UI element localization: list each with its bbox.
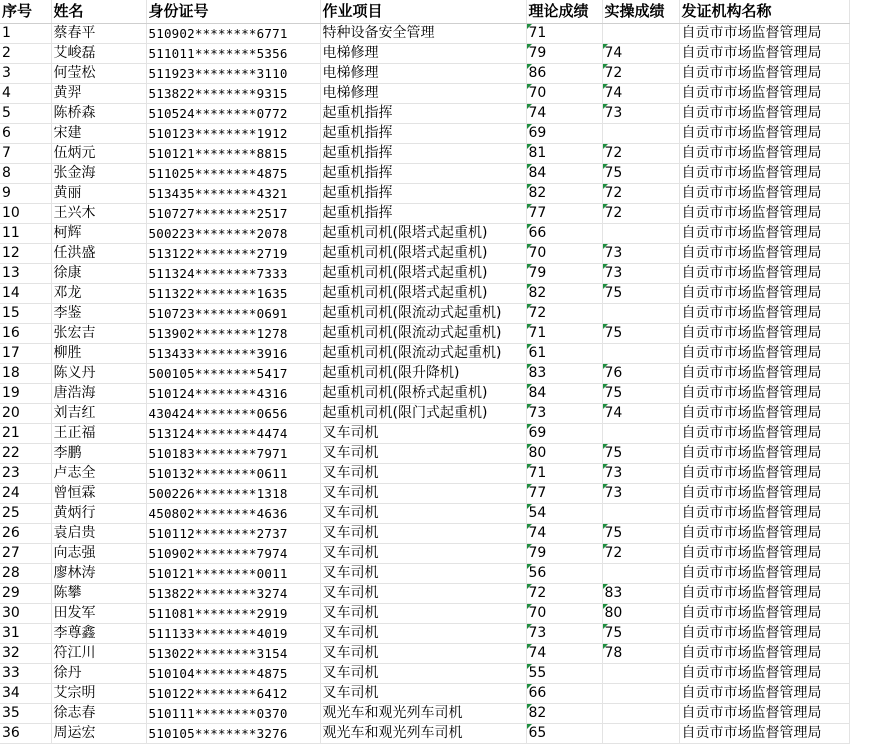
cell-practical-score[interactable] (602, 24, 679, 44)
cell-id-number[interactable]: 510121********0011 (146, 564, 320, 584)
cell-practical-score[interactable] (602, 684, 679, 704)
cell-index[interactable]: 22 (0, 444, 51, 464)
cell-id-number[interactable]: 510123********1912 (146, 124, 320, 144)
cell-operation-item[interactable]: 起重机司机(限流动式起重机) (320, 324, 526, 344)
cell-issuing-authority[interactable]: 自贡市市场监督管理局 (679, 584, 849, 604)
table-row (0, 24, 849, 44)
cell-theory-score[interactable]: 70 (526, 84, 602, 104)
cell-index[interactable]: 25 (0, 504, 51, 524)
cell-practical-score[interactable]: 72 (602, 144, 679, 164)
cell-id-number[interactable]: 513022********3154 (146, 644, 320, 664)
cell-name[interactable]: 廖林涛 (51, 564, 146, 584)
cell-practical-score[interactable]: 75 (602, 384, 679, 404)
table-row (0, 364, 849, 384)
cell-name[interactable]: 田发军 (51, 604, 146, 624)
cell-name[interactable]: 黄羿 (51, 84, 146, 104)
cell-issuing-authority[interactable]: 自贡市市场监督管理局 (679, 484, 849, 504)
cell-theory-score[interactable]: 83 (526, 364, 602, 384)
cell-index[interactable]: 1 (0, 24, 51, 44)
cell-operation-item[interactable]: 起重机指挥 (320, 104, 526, 124)
cell-issuing-authority[interactable]: 自贡市市场监督管理局 (679, 704, 849, 724)
cell-theory-score[interactable]: 86 (526, 64, 602, 84)
cell-operation-item[interactable]: 观光车和观光列车司机 (320, 724, 526, 744)
cell-practical-score[interactable]: 72 (602, 184, 679, 204)
cell-index[interactable]: 26 (0, 524, 51, 544)
cell-theory-score[interactable]: 77 (526, 204, 602, 224)
cell-practical-score[interactable] (602, 224, 679, 244)
cell-practical-score[interactable] (602, 424, 679, 444)
cell-name[interactable]: 向志强 (51, 544, 146, 564)
cell-issuing-authority[interactable]: 自贡市市场监督管理局 (679, 624, 849, 644)
cell-practical-score[interactable] (602, 724, 679, 744)
cell-id-number[interactable]: 500226********1318 (146, 484, 320, 504)
cell-id-number[interactable]: 510104********4875 (146, 664, 320, 684)
cell-issuing-authority[interactable]: 自贡市市场监督管理局 (679, 44, 849, 64)
table-row (0, 624, 849, 644)
cell-issuing-authority[interactable]: 自贡市市场监督管理局 (679, 604, 849, 624)
cell-index[interactable]: 23 (0, 464, 51, 484)
cell-practical-score[interactable]: 74 (602, 84, 679, 104)
cell-operation-item[interactable]: 叉车司机 (320, 424, 526, 444)
cell-operation-item[interactable]: 起重机司机(限塔式起重机) (320, 224, 526, 244)
cell-index[interactable]: 20 (0, 404, 51, 424)
cell-id-number[interactable]: 513122********2719 (146, 244, 320, 264)
cell-practical-score[interactable] (602, 664, 679, 684)
cell-operation-item[interactable]: 叉车司机 (320, 584, 526, 604)
table-row (0, 64, 849, 84)
cell-operation-item[interactable]: 起重机司机(限塔式起重机) (320, 264, 526, 284)
cell-name[interactable]: 何莹松 (51, 64, 146, 84)
cell-name[interactable]: 徐丹 (51, 664, 146, 684)
header-cell-index[interactable]: 序号 (0, 0, 51, 24)
cell-practical-score[interactable]: 73 (602, 484, 679, 504)
table-row (0, 684, 849, 704)
cell-operation-item[interactable]: 叉车司机 (320, 624, 526, 644)
cell-operation-item[interactable]: 起重机指挥 (320, 164, 526, 184)
cell-practical-score[interactable]: 72 (602, 204, 679, 224)
cell-name[interactable]: 张宏吉 (51, 324, 146, 344)
cell-index[interactable]: 21 (0, 424, 51, 444)
cell-id-number[interactable]: 513124********4474 (146, 424, 320, 444)
cell-index[interactable]: 3 (0, 64, 51, 84)
cell-theory-score[interactable]: 84 (526, 384, 602, 404)
cell-name[interactable]: 李鉴 (51, 304, 146, 324)
cell-index[interactable]: 6 (0, 124, 51, 144)
cell-theory-score[interactable]: 74 (526, 524, 602, 544)
cell-operation-item[interactable]: 电梯修理 (320, 44, 526, 64)
cell-index[interactable]: 33 (0, 664, 51, 684)
cell-operation-item[interactable]: 叉车司机 (320, 644, 526, 664)
cell-practical-score[interactable]: 74 (602, 44, 679, 64)
cell-name[interactable]: 李尊鑫 (51, 624, 146, 644)
cell-issuing-authority[interactable]: 自贡市市场监督管理局 (679, 284, 849, 304)
table-row (0, 264, 849, 284)
cell-practical-score[interactable]: 73 (602, 464, 679, 484)
cell-theory-score[interactable]: 65 (526, 724, 602, 744)
cell-issuing-authority[interactable]: 自贡市市场监督管理局 (679, 144, 849, 164)
cell-id-number[interactable]: 510524********0772 (146, 104, 320, 124)
cell-index[interactable]: 9 (0, 184, 51, 204)
cell-operation-item[interactable]: 叉车司机 (320, 564, 526, 584)
cell-practical-score[interactable]: 75 (602, 524, 679, 544)
cell-theory-score[interactable]: 82 (526, 184, 602, 204)
table-row (0, 224, 849, 244)
cell-operation-item[interactable]: 起重机司机(限塔式起重机) (320, 244, 526, 264)
table-row (0, 664, 849, 684)
cell-index[interactable]: 15 (0, 304, 51, 324)
cell-index[interactable]: 30 (0, 604, 51, 624)
cell-index[interactable]: 14 (0, 284, 51, 304)
cell-id-number[interactable]: 513822********3274 (146, 584, 320, 604)
table-row (0, 204, 849, 224)
cell-name[interactable]: 艾峻磊 (51, 44, 146, 64)
cell-issuing-authority[interactable]: 自贡市市场监督管理局 (679, 64, 849, 84)
cell-practical-score[interactable]: 72 (602, 544, 679, 564)
cell-theory-score[interactable]: 80 (526, 444, 602, 464)
cell-id-number[interactable]: 510183********7971 (146, 444, 320, 464)
table-row (0, 444, 849, 464)
cell-name[interactable]: 陈桥森 (51, 104, 146, 124)
table-row (0, 304, 849, 324)
cell-id-number[interactable]: 510121********8815 (146, 144, 320, 164)
cell-operation-item[interactable]: 起重机司机(限桥式起重机) (320, 384, 526, 404)
header-cell-issuing-authority[interactable]: 发证机构名称 (679, 0, 849, 24)
table-row (0, 484, 849, 504)
cell-id-number[interactable]: 511025********4875 (146, 164, 320, 184)
cell-issuing-authority[interactable]: 自贡市市场监督管理局 (679, 504, 849, 524)
cell-id-number[interactable]: 510111********0370 (146, 704, 320, 724)
cell-name[interactable]: 任洪盛 (51, 244, 146, 264)
cell-index[interactable]: 35 (0, 704, 51, 724)
cell-theory-score[interactable]: 73 (526, 404, 602, 424)
cell-index[interactable]: 27 (0, 544, 51, 564)
cell-name[interactable]: 王正福 (51, 424, 146, 444)
cell-issuing-authority[interactable]: 自贡市市场监督管理局 (679, 204, 849, 224)
cell-operation-item[interactable]: 电梯修理 (320, 64, 526, 84)
cell-theory-score[interactable]: 66 (526, 684, 602, 704)
cell-operation-item[interactable]: 叉车司机 (320, 524, 526, 544)
cell-issuing-authority[interactable]: 自贡市市场监督管理局 (679, 384, 849, 404)
cell-operation-item[interactable]: 起重机司机(限塔式起重机) (320, 284, 526, 304)
cell-practical-score[interactable]: 76 (602, 364, 679, 384)
cell-name[interactable]: 张金海 (51, 164, 146, 184)
cell-practical-score[interactable] (602, 504, 679, 524)
cell-issuing-authority[interactable]: 自贡市市场监督管理局 (679, 684, 849, 704)
cell-issuing-authority[interactable]: 自贡市市场监督管理局 (679, 424, 849, 444)
cell-issuing-authority[interactable]: 自贡市市场监督管理局 (679, 464, 849, 484)
cell-issuing-authority[interactable]: 自贡市市场监督管理局 (679, 664, 849, 684)
cell-operation-item[interactable]: 叉车司机 (320, 444, 526, 464)
table-row (0, 104, 849, 124)
cell-name[interactable]: 蔡春平 (51, 24, 146, 44)
cell-theory-score[interactable]: 69 (526, 424, 602, 444)
cell-name[interactable]: 符江川 (51, 644, 146, 664)
cell-index[interactable]: 5 (0, 104, 51, 124)
cell-operation-item[interactable]: 叉车司机 (320, 484, 526, 504)
cell-issuing-authority[interactable]: 自贡市市场监督管理局 (679, 304, 849, 324)
cell-practical-score[interactable] (602, 344, 679, 364)
cell-index[interactable]: 2 (0, 44, 51, 64)
cell-issuing-authority[interactable]: 自贡市市场监督管理局 (679, 124, 849, 144)
cell-operation-item[interactable]: 叉车司机 (320, 464, 526, 484)
table-row (0, 424, 849, 444)
table-row (0, 604, 849, 624)
cell-theory-score[interactable]: 70 (526, 244, 602, 264)
cell-issuing-authority[interactable]: 自贡市市场监督管理局 (679, 724, 849, 744)
cell-name[interactable]: 卢志全 (51, 464, 146, 484)
cell-operation-item[interactable]: 特种设备安全管理 (320, 24, 526, 44)
cell-operation-item[interactable]: 起重机司机(限流动式起重机) (320, 304, 526, 324)
cell-name[interactable]: 宋建 (51, 124, 146, 144)
cell-index[interactable]: 32 (0, 644, 51, 664)
cell-name[interactable]: 伍炳元 (51, 144, 146, 164)
table-row (0, 404, 849, 424)
cell-issuing-authority[interactable]: 自贡市市场监督管理局 (679, 224, 849, 244)
cell-index[interactable]: 31 (0, 624, 51, 644)
cell-index[interactable]: 8 (0, 164, 51, 184)
cell-id-number[interactable]: 450802********4636 (146, 504, 320, 524)
cell-practical-score[interactable]: 75 (602, 444, 679, 464)
cell-issuing-authority[interactable]: 自贡市市场监督管理局 (679, 444, 849, 464)
cell-theory-score[interactable]: 79 (526, 264, 602, 284)
cell-practical-score[interactable]: 75 (602, 624, 679, 644)
cell-name[interactable]: 陈义丹 (51, 364, 146, 384)
cell-name[interactable]: 邓龙 (51, 284, 146, 304)
table-row (0, 44, 849, 64)
cell-issuing-authority[interactable]: 自贡市市场监督管理局 (679, 364, 849, 384)
table-row (0, 384, 849, 404)
cell-id-number[interactable]: 510723********0691 (146, 304, 320, 324)
cell-name[interactable]: 柳胜 (51, 344, 146, 364)
cell-name[interactable]: 唐浩海 (51, 384, 146, 404)
cell-id-number[interactable]: 510124********4316 (146, 384, 320, 404)
cell-theory-score[interactable]: 71 (526, 324, 602, 344)
cell-operation-item[interactable]: 起重机指挥 (320, 184, 526, 204)
cell-name[interactable]: 徐康 (51, 264, 146, 284)
cell-index[interactable]: 24 (0, 484, 51, 504)
cell-theory-score[interactable]: 71 (526, 464, 602, 484)
cell-issuing-authority[interactable]: 自贡市市场监督管理局 (679, 544, 849, 564)
cell-theory-score[interactable]: 73 (526, 624, 602, 644)
cell-id-number[interactable]: 510112********2737 (146, 524, 320, 544)
cell-issuing-authority[interactable]: 自贡市市场监督管理局 (679, 244, 849, 264)
table-row (0, 544, 849, 564)
cell-operation-item[interactable]: 叉车司机 (320, 544, 526, 564)
cell-practical-score[interactable] (602, 124, 679, 144)
cell-name[interactable]: 袁启贵 (51, 524, 146, 544)
header-cell-name[interactable]: 姓名 (51, 0, 146, 24)
cell-id-number[interactable]: 510105********3276 (146, 724, 320, 744)
table-row (0, 704, 849, 724)
table-row (0, 124, 849, 144)
cell-name[interactable]: 王兴木 (51, 204, 146, 224)
cell-practical-score[interactable]: 73 (602, 244, 679, 264)
cell-id-number[interactable]: 510132********0611 (146, 464, 320, 484)
cell-operation-item[interactable]: 叉车司机 (320, 684, 526, 704)
cell-id-number[interactable]: 513435********4321 (146, 184, 320, 204)
cell-theory-score[interactable]: 79 (526, 44, 602, 64)
cell-id-number[interactable]: 513902********1278 (146, 324, 320, 344)
cell-index[interactable]: 7 (0, 144, 51, 164)
header-cell-practical-score[interactable]: 实操成绩 (602, 0, 679, 24)
cell-id-number[interactable]: 500223********2078 (146, 224, 320, 244)
cell-index[interactable]: 11 (0, 224, 51, 244)
table-row (0, 644, 849, 664)
cell-id-number[interactable]: 511322********1635 (146, 284, 320, 304)
cell-operation-item[interactable]: 起重机司机(限流动式起重机) (320, 344, 526, 364)
cell-id-number[interactable]: 511923********3110 (146, 64, 320, 84)
cell-issuing-authority[interactable]: 自贡市市场监督管理局 (679, 644, 849, 664)
cell-operation-item[interactable]: 叉车司机 (320, 664, 526, 684)
cell-operation-item[interactable]: 起重机指挥 (320, 204, 526, 224)
cell-issuing-authority[interactable]: 自贡市市场监督管理局 (679, 264, 849, 284)
cell-theory-score[interactable]: 81 (526, 144, 602, 164)
cell-practical-score[interactable]: 75 (602, 164, 679, 184)
cell-id-number[interactable]: 510902********6771 (146, 24, 320, 44)
cell-issuing-authority[interactable]: 自贡市市场监督管理局 (679, 524, 849, 544)
cell-theory-score[interactable]: 71 (526, 24, 602, 44)
cell-theory-score[interactable]: 82 (526, 704, 602, 724)
cell-operation-item[interactable]: 起重机指挥 (320, 144, 526, 164)
cell-index[interactable]: 12 (0, 244, 51, 264)
cell-theory-score[interactable]: 74 (526, 104, 602, 124)
cell-id-number[interactable]: 511011********5356 (146, 44, 320, 64)
table-body (0, 24, 849, 744)
cell-issuing-authority[interactable]: 自贡市市场监督管理局 (679, 344, 849, 364)
cell-operation-item[interactable]: 起重机司机(限升降机) (320, 364, 526, 384)
cell-name[interactable]: 李鹏 (51, 444, 146, 464)
table-row (0, 564, 849, 584)
cell-issuing-authority[interactable]: 自贡市市场监督管理局 (679, 104, 849, 124)
cell-issuing-authority[interactable]: 自贡市市场监督管理局 (679, 324, 849, 344)
cell-practical-score[interactable]: 80 (602, 604, 679, 624)
table-row (0, 144, 849, 164)
cell-operation-item[interactable]: 叉车司机 (320, 504, 526, 524)
cell-name[interactable]: 刘吉红 (51, 404, 146, 424)
cell-id-number[interactable]: 511133********4019 (146, 624, 320, 644)
cell-issuing-authority[interactable]: 自贡市市场监督管理局 (679, 84, 849, 104)
cell-issuing-authority[interactable]: 自贡市市场监督管理局 (679, 404, 849, 424)
table-row (0, 324, 849, 344)
header-cell-id-number[interactable]: 身份证号 (146, 0, 320, 24)
cell-name[interactable]: 艾宗明 (51, 684, 146, 704)
cell-operation-item[interactable]: 观光车和观光列车司机 (320, 704, 526, 724)
cell-index[interactable]: 19 (0, 384, 51, 404)
cell-practical-score[interactable]: 75 (602, 324, 679, 344)
cell-issuing-authority[interactable]: 自贡市市场监督管理局 (679, 564, 849, 584)
cell-index[interactable]: 28 (0, 564, 51, 584)
cell-name[interactable]: 黄丽 (51, 184, 146, 204)
cell-id-number[interactable]: 511324********7333 (146, 264, 320, 284)
cell-practical-score[interactable]: 73 (602, 264, 679, 284)
cell-operation-item[interactable]: 叉车司机 (320, 604, 526, 624)
cell-theory-score[interactable]: 70 (526, 604, 602, 624)
cell-issuing-authority[interactable]: 自贡市市场监督管理局 (679, 24, 849, 44)
table-row (0, 724, 849, 744)
cell-index[interactable]: 10 (0, 204, 51, 224)
cell-issuing-authority[interactable]: 自贡市市场监督管理局 (679, 184, 849, 204)
cell-theory-score[interactable]: 72 (526, 584, 602, 604)
cell-name[interactable]: 曾恒霖 (51, 484, 146, 504)
cell-name[interactable]: 徐志春 (51, 704, 146, 724)
cell-operation-item[interactable]: 电梯修理 (320, 84, 526, 104)
cell-theory-score[interactable]: 69 (526, 124, 602, 144)
cell-practical-score[interactable] (602, 704, 679, 724)
cell-practical-score[interactable]: 75 (602, 284, 679, 304)
cell-theory-score[interactable]: 56 (526, 564, 602, 584)
cell-issuing-authority[interactable]: 自贡市市场监督管理局 (679, 164, 849, 184)
table-row (0, 504, 849, 524)
cell-id-number[interactable]: 430424********0656 (146, 404, 320, 424)
table-row (0, 344, 849, 364)
table-row (0, 524, 849, 544)
cell-index[interactable]: 13 (0, 264, 51, 284)
cell-theory-score[interactable]: 54 (526, 504, 602, 524)
cell-practical-score[interactable] (602, 304, 679, 324)
header-cell-operation-item[interactable]: 作业项目 (320, 0, 526, 24)
table-row (0, 584, 849, 604)
cell-theory-score[interactable]: 84 (526, 164, 602, 184)
cell-practical-score[interactable]: 74 (602, 404, 679, 424)
cell-practical-score[interactable]: 72 (602, 64, 679, 84)
cell-theory-score[interactable]: 74 (526, 644, 602, 664)
cell-theory-score[interactable]: 82 (526, 284, 602, 304)
cell-name[interactable]: 周运宏 (51, 724, 146, 744)
cell-theory-score[interactable]: 61 (526, 344, 602, 364)
cell-id-number[interactable]: 513433********3916 (146, 344, 320, 364)
cell-index[interactable]: 17 (0, 344, 51, 364)
cell-practical-score[interactable]: 78 (602, 644, 679, 664)
header-row (0, 0, 849, 24)
cell-id-number[interactable]: 511081********2919 (146, 604, 320, 624)
cell-name[interactable]: 黄炳行 (51, 504, 146, 524)
table-row (0, 244, 849, 264)
cell-theory-score[interactable]: 55 (526, 664, 602, 684)
table-row (0, 164, 849, 184)
cell-id-number[interactable]: 513822********9315 (146, 84, 320, 104)
cell-theory-score[interactable]: 66 (526, 224, 602, 244)
cell-practical-score[interactable] (602, 564, 679, 584)
cell-practical-score[interactable]: 83 (602, 584, 679, 604)
cell-practical-score[interactable]: 73 (602, 104, 679, 124)
table-row (0, 184, 849, 204)
cell-index[interactable]: 34 (0, 684, 51, 704)
cell-index[interactable]: 36 (0, 724, 51, 744)
cell-operation-item[interactable]: 起重机司机(限门式起重机) (320, 404, 526, 424)
cell-index[interactable]: 29 (0, 584, 51, 604)
cell-index[interactable]: 4 (0, 84, 51, 104)
cell-name[interactable]: 陈攀 (51, 584, 146, 604)
cell-name[interactable]: 柯辉 (51, 224, 146, 244)
cell-theory-score[interactable]: 72 (526, 304, 602, 324)
cell-operation-item[interactable]: 起重机指挥 (320, 124, 526, 144)
table-row (0, 464, 849, 484)
cell-theory-score[interactable]: 77 (526, 484, 602, 504)
cell-id-number[interactable]: 510122********6412 (146, 684, 320, 704)
cell-id-number[interactable]: 500105********5417 (146, 364, 320, 384)
cell-id-number[interactable]: 510727********2517 (146, 204, 320, 224)
cell-id-number[interactable]: 510902********7974 (146, 544, 320, 564)
cell-index[interactable]: 16 (0, 324, 51, 344)
header-cell-theory-score[interactable]: 理论成绩 (526, 0, 602, 24)
cell-index[interactable]: 18 (0, 364, 51, 384)
table-row (0, 284, 849, 304)
cell-theory-score[interactable]: 79 (526, 544, 602, 564)
table-row (0, 84, 849, 104)
